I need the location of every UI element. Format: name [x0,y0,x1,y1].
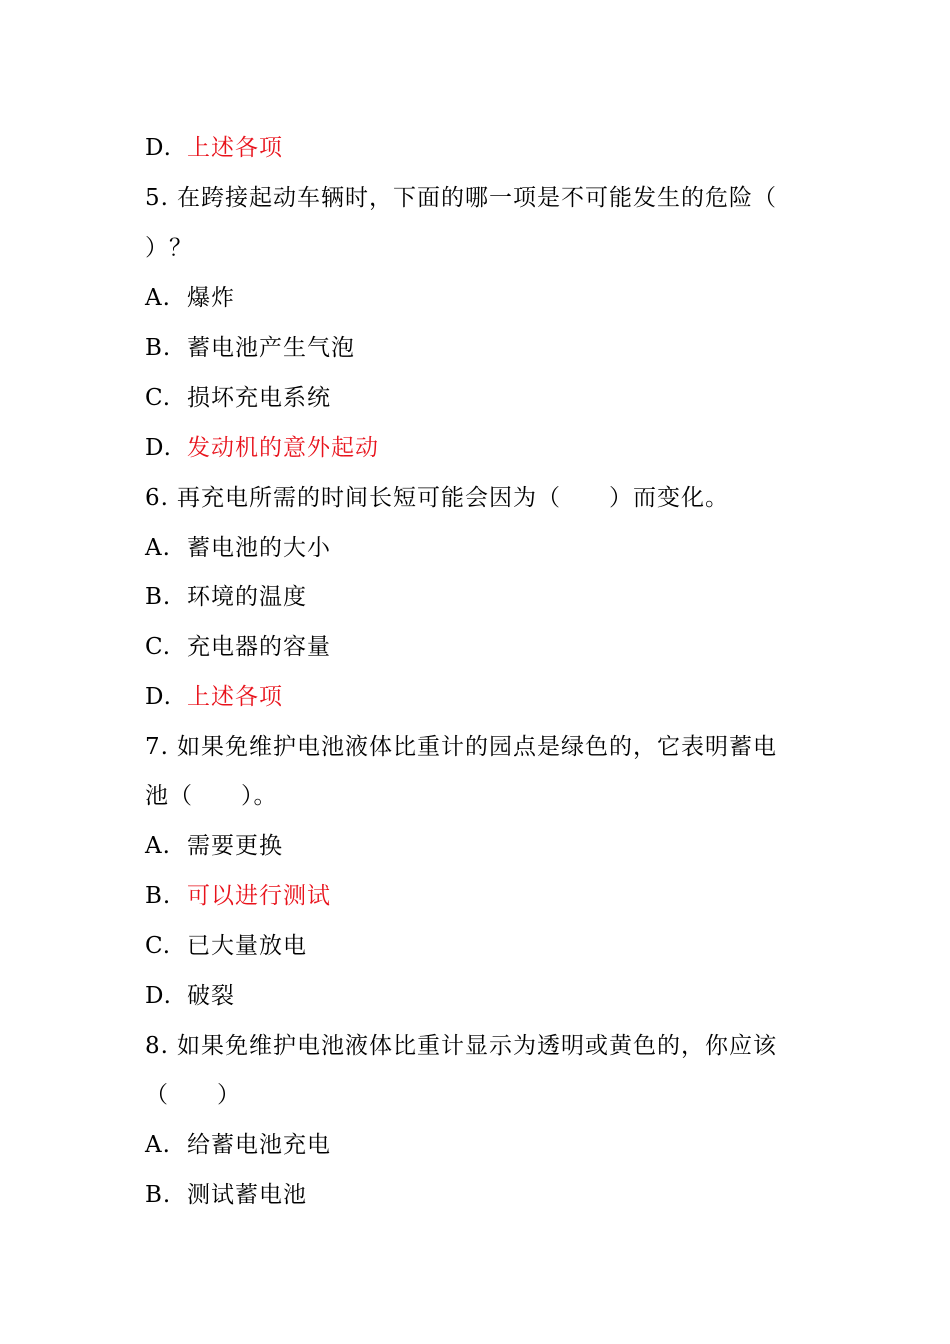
option-line [145,133,825,163]
question-text: （ ） [145,1082,241,1108]
option-label: B. [145,883,172,909]
option-label: A. [145,833,171,859]
option-line [145,931,825,961]
option-text: 破裂 [187,983,235,1009]
option-text: 需要更换 [187,833,283,859]
option-text: 蓄电池产生气泡 [187,335,355,361]
option-text-correct: 上述各项 [187,135,283,161]
option-text-correct: 可以进行测试 [187,883,331,909]
question-line [145,1031,825,1061]
option-label: A. [145,285,171,311]
option-text-correct: 上述各项 [187,684,283,710]
option-line [145,582,825,612]
option-line [145,283,825,313]
question-line [145,183,825,213]
option-text: 损坏充电系统 [187,385,331,411]
option-line [145,831,825,861]
option-text: 已大量放电 [187,933,307,959]
option-label: D. [145,135,172,161]
option-line [145,333,825,363]
option-label: B. [145,584,172,610]
option-label: C. [145,933,172,959]
option-text-correct: 发动机的意外起动 [187,435,379,461]
option-label: D. [145,435,172,461]
option-line [145,1130,825,1160]
option-text: 爆炸 [187,285,235,311]
option-line [145,682,825,712]
option-label: B. [145,1182,172,1208]
option-line [145,881,825,911]
question-number: 7. [145,734,169,760]
option-label: C. [145,385,172,411]
question-number: 8. [145,1033,169,1059]
question-continuation [145,233,825,263]
option-label: D. [145,684,172,710]
option-line [145,433,825,463]
option-line [145,981,825,1011]
option-line [145,383,825,413]
option-line [145,533,825,563]
option-text: 测试蓄电池 [187,1182,307,1208]
option-text: 蓄电池的大小 [187,535,331,561]
option-label: D. [145,983,172,1009]
option-text: 环境的温度 [187,584,307,610]
question-text: 池（ ）。 [145,783,278,809]
question-line [145,483,825,513]
option-label: B. [145,335,172,361]
option-line [145,1180,825,1210]
question-text: 如果免维护电池液体比重计的园点是绿色的，它表明蓄电 [176,734,777,760]
question-line [145,732,825,762]
question-text: 再充电所需的时间长短可能会因为（ ）而变化。 [176,485,729,511]
option-label: C. [145,634,172,660]
option-label: A. [145,1132,171,1158]
question-number: 5. [145,185,169,211]
question-continuation [145,1080,825,1110]
question-number: 6. [145,485,169,511]
option-text: 给蓄电池充电 [187,1132,331,1158]
option-line [145,632,825,662]
question-text: 在跨接起动车辆时，下面的哪一项是不可能发生的危险（ [176,185,777,211]
option-label: A. [145,535,171,561]
question-continuation [145,781,825,811]
question-text: 如果免维护电池液体比重计显示为透明或黄色的，你应该 [176,1033,777,1059]
option-text: 充电器的容量 [187,634,331,660]
question-text: ）？ [145,235,193,261]
